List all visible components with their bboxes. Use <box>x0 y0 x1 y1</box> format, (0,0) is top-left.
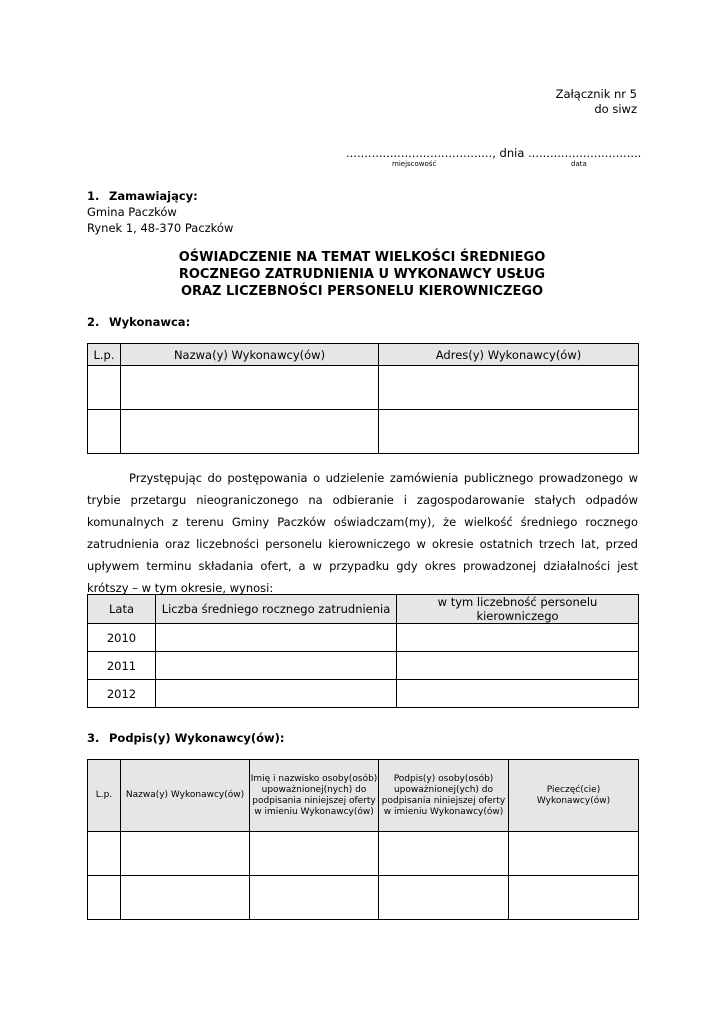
declaration-paragraph <box>87 467 638 599</box>
year-cell: 2010 <box>88 624 156 652</box>
table-cell[interactable] <box>88 876 121 920</box>
section-3-heading: 3. Podpis(y) Wykonawcy(ów): <box>87 731 285 745</box>
table-header: Adres(y) Wykonawcy(ów) <box>379 344 639 366</box>
table-row <box>88 680 639 708</box>
table-cell[interactable] <box>397 680 639 708</box>
place-date-text: ........................................, dnia ............................... <box>346 146 642 160</box>
table-cell[interactable] <box>509 832 639 876</box>
section-2-heading: 2. Wykonawca: <box>87 315 191 329</box>
section-1-heading: 1. Zamawiający: <box>87 189 198 203</box>
ordering-party-name: Gmina Paczków <box>87 205 177 219</box>
table-cell[interactable] <box>156 624 397 652</box>
date-label: data <box>571 160 587 168</box>
table-cell[interactable] <box>397 624 639 652</box>
table-header: L.p. <box>88 760 121 832</box>
table-row <box>88 832 639 876</box>
table-header: L.p. <box>88 344 121 366</box>
table-cell[interactable] <box>156 680 397 708</box>
table-row <box>88 410 639 454</box>
table-cell[interactable] <box>88 832 121 876</box>
table-cell[interactable] <box>88 410 121 454</box>
place-date-line <box>346 146 642 168</box>
table-row <box>88 652 639 680</box>
declaration-text: Przystępując do postępowania o udzielenie zamówienia publicznego prowadzonego w trybie przetargu nieograniczonego na odbieranie i zagospodarowanie stałych odpadów komunalnych z terenu Gminy Paczków oświadczam(my), że wielkość średniego rocznego zatrudnienia oraz liczebności personelu kierowniczego w okresie ostatnich trzech lat, przed upływem terminu składania ofert, a w przypadku gdy okres prowadzonej działalności jest krótszy – w tym okresie, wynosi: <box>87 471 638 595</box>
table-header: Lata <box>88 595 156 624</box>
table-row <box>88 366 639 410</box>
table-header: Nazwa(y) Wykonawcy(ów) <box>121 760 250 832</box>
table-cell[interactable] <box>509 876 639 920</box>
table-cell[interactable] <box>88 366 121 410</box>
table-header: w tym liczebność personelu kierowniczego <box>397 595 639 624</box>
table-header: Imię i nazwisko osoby(osób) upoważnionej(nych) do podpisania niniejszej oferty w imieniu Wykonawcy(ów) <box>250 760 379 832</box>
table-cell[interactable] <box>397 652 639 680</box>
place-label: miejscowość <box>392 160 437 168</box>
annex-number: Załącznik nr 5 <box>555 87 637 101</box>
table-cell[interactable] <box>379 366 639 410</box>
table-cell[interactable] <box>379 876 509 920</box>
table-header: Nazwa(y) Wykonawcy(ów) <box>121 344 379 366</box>
table-row <box>88 624 639 652</box>
table-row <box>88 876 639 920</box>
table-cell[interactable] <box>121 876 250 920</box>
ordering-party-address <box>87 204 233 236</box>
table-cell[interactable] <box>121 832 250 876</box>
document-title: OŚWIADCZENIE NA TEMAT WIELKOŚCI ŚREDNIEGO ROCZNEGO ZATRUDNIENIA U WYKONAWCY USŁUG ORAZ LICZEBNOŚCI PERSONELU KIEROWNICZEGO <box>178 250 546 299</box>
table-cell[interactable] <box>121 410 379 454</box>
table-header: Pieczęć(cie) Wykonawcy(ów) <box>509 760 639 832</box>
table-cell[interactable] <box>156 652 397 680</box>
annex-ref: do siwz <box>594 102 637 116</box>
table-cell[interactable] <box>121 366 379 410</box>
contractor-table <box>87 343 639 454</box>
table-header: Liczba średniego rocznego zatrudnienia <box>156 595 397 624</box>
table-cell[interactable] <box>250 832 379 876</box>
signature-table <box>87 759 639 920</box>
ordering-party-street: Rynek 1, 48-370 Paczków <box>87 221 234 235</box>
table-header: Podpis(y) osoby(osób) upoważnionej(ych) do podpisania niniejszej oferty w imieniu Wykonawcy(ów) <box>379 760 509 832</box>
table-cell[interactable] <box>379 410 639 454</box>
employment-table <box>87 594 639 708</box>
year-cell: 2012 <box>88 680 156 708</box>
year-cell: 2011 <box>88 652 156 680</box>
annex-label <box>556 87 637 117</box>
table-cell[interactable] <box>379 832 509 876</box>
table-cell[interactable] <box>250 876 379 920</box>
